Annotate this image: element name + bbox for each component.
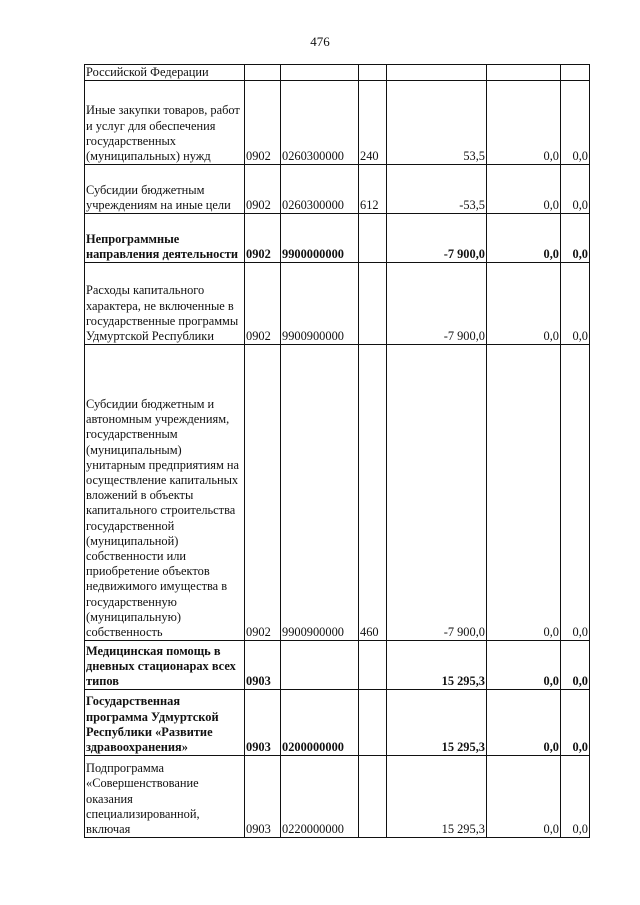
- row-sum3-cell: 0,0: [561, 641, 590, 690]
- budget-table: [84, 64, 590, 838]
- table-row: [85, 165, 590, 214]
- table-row: [85, 690, 590, 756]
- row-vr-cell: [359, 756, 387, 838]
- row-csr-cell: 9900900000: [281, 345, 359, 641]
- row-sum1-cell: -7 900,0: [387, 345, 487, 641]
- row-ppp-cell: 0903: [245, 756, 281, 838]
- row-ppp-cell: 0902: [245, 81, 281, 165]
- row-sum1-cell: 15 295,3: [387, 690, 487, 756]
- row-sum1-cell: -7 900,0: [387, 214, 487, 263]
- row-vr-cell: [359, 65, 387, 81]
- row-name-cell: Медицинская помощь в дневных стационарах всех типов: [85, 641, 245, 690]
- table-row: [85, 756, 590, 838]
- row-sum2-cell: 0,0: [487, 81, 561, 165]
- row-vr-cell: [359, 690, 387, 756]
- row-sum1-cell: 53,5: [387, 81, 487, 165]
- row-sum1-cell: 15 295,3: [387, 756, 487, 838]
- row-name-cell: Российской Федерации: [85, 65, 245, 81]
- row-name-cell: Субсидии бюджетным и автономным учреждениям, государственным (муниципальным) унитарным предприятиям на осуществление капитальных вложений в объекты капитального строительства государственной (муниципальной) собственности или приобретение объектов недвижимого имущества в государственную (муниципальную) собственность: [85, 345, 245, 641]
- row-sum3-cell: 0,0: [561, 165, 590, 214]
- row-sum2-cell: 0,0: [487, 214, 561, 263]
- page-number: 476: [310, 34, 330, 49]
- row-sum2-cell: 0,0: [487, 690, 561, 756]
- row-ppp-cell: 0902: [245, 165, 281, 214]
- row-csr-cell: 0200000000: [281, 690, 359, 756]
- row-ppp-cell: 0902: [245, 214, 281, 263]
- row-csr-cell: [281, 641, 359, 690]
- row-name-cell: Иные закупки товаров, работ и услуг для обеспечения государственных (муниципальных) нужд: [85, 81, 245, 165]
- row-vr-cell: 460: [359, 345, 387, 641]
- row-sum3-cell: [561, 65, 590, 81]
- row-sum3-cell: 0,0: [561, 81, 590, 165]
- row-sum2-cell: 0,0: [487, 756, 561, 838]
- row-sum2-cell: [487, 65, 561, 81]
- row-sum2-cell: 0,0: [487, 641, 561, 690]
- table-row: [85, 214, 590, 263]
- row-ppp-cell: 0902: [245, 263, 281, 345]
- row-ppp-cell: 0902: [245, 345, 281, 641]
- row-vr-cell: [359, 263, 387, 345]
- table-row: [85, 263, 590, 345]
- row-ppp-cell: [245, 65, 281, 81]
- row-sum3-cell: 0,0: [561, 756, 590, 838]
- table-row: [85, 81, 590, 165]
- row-sum3-cell: 0,0: [561, 690, 590, 756]
- row-csr-cell: 0220000000: [281, 756, 359, 838]
- row-vr-cell: [359, 641, 387, 690]
- row-name-cell: Субсидии бюджетным учреждениям на иные цели: [85, 165, 245, 214]
- row-csr-cell: 0260300000: [281, 81, 359, 165]
- row-csr-cell: 9900000000: [281, 214, 359, 263]
- row-sum2-cell: 0,0: [487, 263, 561, 345]
- row-sum2-cell: 0,0: [487, 345, 561, 641]
- row-sum3-cell: 0,0: [561, 263, 590, 345]
- row-csr-cell: [281, 65, 359, 81]
- row-vr-cell: [359, 214, 387, 263]
- row-sum1-cell: [387, 65, 487, 81]
- row-vr-cell: 612: [359, 165, 387, 214]
- table-row: [85, 345, 590, 641]
- row-name-cell: Непрограммные направления деятельности: [85, 214, 245, 263]
- row-ppp-cell: 0903: [245, 690, 281, 756]
- row-csr-cell: 9900900000: [281, 263, 359, 345]
- row-sum3-cell: 0,0: [561, 214, 590, 263]
- row-name-cell: Расходы капитального характера, не включенные в государственные программы Удмуртской Республики: [85, 263, 245, 345]
- row-ppp-cell: 0903: [245, 641, 281, 690]
- row-sum1-cell: -53,5: [387, 165, 487, 214]
- row-sum1-cell: -7 900,0: [387, 263, 487, 345]
- table-row: [85, 65, 590, 81]
- row-sum1-cell: 15 295,3: [387, 641, 487, 690]
- row-sum3-cell: 0,0: [561, 345, 590, 641]
- row-sum2-cell: 0,0: [487, 165, 561, 214]
- table-row: [85, 641, 590, 690]
- row-vr-cell: 240: [359, 81, 387, 165]
- row-name-cell: Государственная программа Удмуртской Республики «Развитие здравоохранения»: [85, 690, 245, 756]
- row-name-cell: Подпрограмма «Совершенствование оказания специализированной, включая: [85, 756, 245, 838]
- row-csr-cell: 0260300000: [281, 165, 359, 214]
